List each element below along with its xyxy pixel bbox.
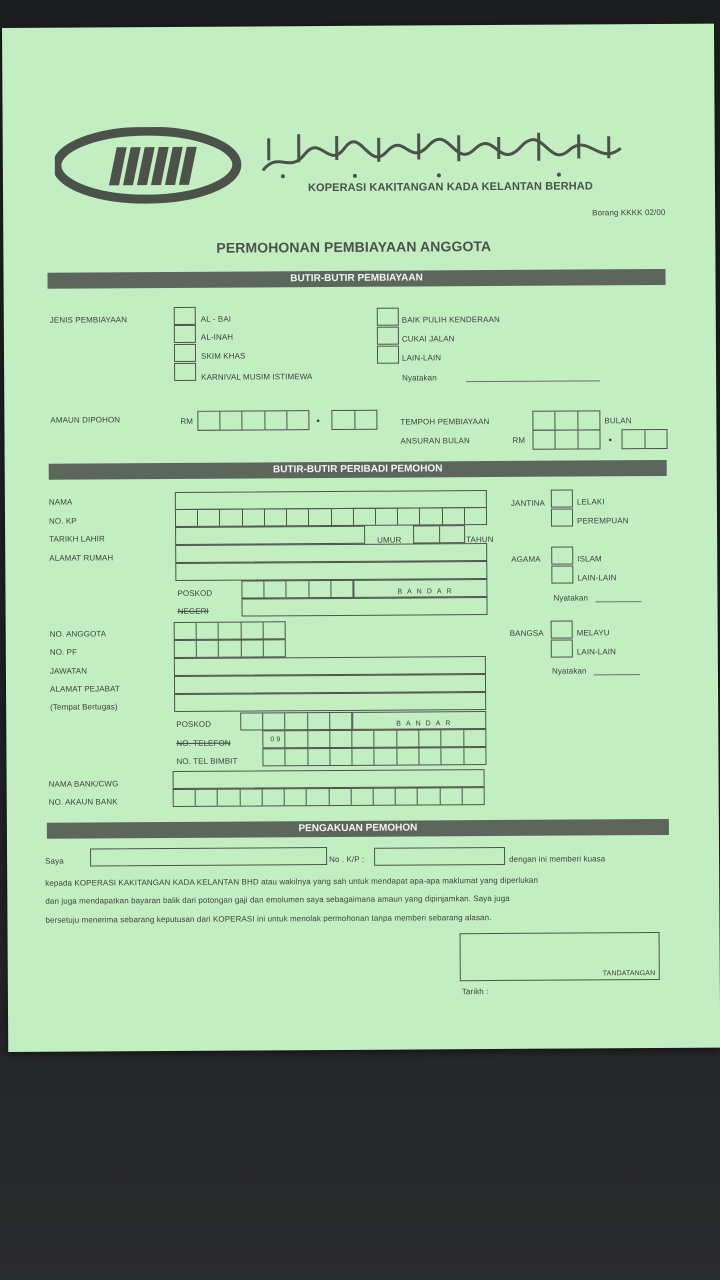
race-label: BANGSA [509,628,544,638]
town-label: BANDAR [397,588,457,596]
option-karnival: KARNIVAL MUSIM ISTIMEWA [201,372,313,382]
checkbox-karnival[interactable] [174,363,196,381]
amount-cents-input[interactable] [331,410,377,430]
checkbox-female[interactable] [551,509,573,527]
installment-cents-input[interactable] [621,429,667,449]
amount-dot: • [316,416,321,428]
section-personal-header: BUTIR-BUTIR PERIBADI PEMOHON [49,460,667,480]
religion-other-label: LAIN-LAIN [577,573,617,583]
state-label: NEGERI [177,606,209,616]
option-skim-khas: SKIM KHAS [200,351,246,361]
declaration-line-4: bersetuju menerima sebarang keputusan dari KOPERASI ini untuk menolak permohonan tanpa memberi sebarang alasan. [45,913,492,925]
section-financing-header: BUTIR-BUTIR PEMBIAYAAN [47,269,665,289]
office-phone-digits: 0 9 [270,736,281,744]
installment-label: ANSURAN BULAN [400,436,470,446]
jawi-calligraphy-icon [259,128,625,180]
mobile-input[interactable] [262,747,486,766]
mobile-label: NO. TEL BIMBIT [176,756,238,766]
checkbox-cukai-jalan[interactable] [377,327,399,345]
kada-logo-icon [55,127,245,206]
race-other-label: LAIN-LAIN [576,647,616,657]
application-form-paper [2,24,720,1052]
declaration-line-2: kepada KOPERASI KAKITANGAN KADA KELANTAN BHD atau wakilnya yang sah untuk mendapat apa-apa maklumat yang diperlukan [45,875,539,888]
male-label: LELAKI [576,497,605,507]
checkbox-al-inah[interactable] [174,325,196,343]
checkbox-religion-other[interactable] [551,566,573,584]
checkbox-lain-lain[interactable] [377,346,399,364]
checkbox-baik-pulih[interactable] [377,308,399,326]
installment-dot: • [608,435,613,447]
org-name: KOPERASI KAKITANGAN KADA KELANTAN BERHAD [307,180,593,195]
bank-input[interactable] [173,769,485,789]
ic-label: NO. KP [48,516,77,526]
specify-label: Nyatakan [402,373,437,383]
dob-label: TARIKH LAHIR [49,534,105,544]
position-input[interactable] [174,656,486,676]
form-code: Borang KKKK 02/00 [592,207,666,218]
address-line-1[interactable] [175,543,487,563]
checkbox-islam[interactable] [551,547,573,565]
period-months: BULAN [604,416,632,426]
office-address-line-2[interactable] [174,692,486,712]
amount-rm: RM [180,416,194,426]
account-input[interactable] [173,787,485,807]
race-specify-line[interactable] [594,674,640,675]
declaration-ic-input[interactable] [374,847,505,866]
installment-rm: RM [512,435,526,445]
account-label: NO. AKAUN BANK [48,797,118,807]
age-input[interactable] [413,525,465,543]
office-postcode-label: POSKOD [176,719,212,729]
option-al-bai: AL - BAI [200,314,232,324]
declaration-line-3: dan juga mendapatkan bayaran balik dari potongan gaji dan emolumen saya sebagaimana amaun yang dipinjamkan. Saya juga [45,893,510,906]
position-label: JAWATAN [49,666,88,676]
option-baik-pulih: BAIK PULIH KENDERAAN [401,314,500,325]
checkbox-malay[interactable] [551,621,573,639]
specify-line[interactable] [466,380,600,382]
installment-input[interactable] [532,429,600,449]
ic-input[interactable] [175,507,487,527]
office-address-line-1[interactable] [174,674,486,694]
amount-input[interactable] [197,410,309,431]
gender-label: JANTINA [510,498,545,508]
office-postcode-input[interactable] [240,712,352,731]
bank-label: NAMA BANK/CWG [48,779,119,789]
religion-specify-line[interactable] [596,601,642,602]
declaration-saya: Saya [45,856,64,866]
office-address-label: ALAMAT PEJABAT [50,684,120,694]
malay-label: MELAYU [576,628,610,638]
option-lain-lain: LAIN-LAIN [401,353,442,363]
date-label: Tarikh : [461,987,489,997]
checkbox-male[interactable] [551,490,573,508]
signature-label: TANDATANGAN [602,970,656,978]
section-declaration-header: PENGAKUAN PEMOHON [47,819,669,839]
declaration-ic-label: No . K/P : [329,854,365,865]
option-cukai-jalan: CUKAI JALAN [401,334,455,344]
checkbox-race-other[interactable] [551,640,573,658]
workplace-label: (Tempat Bertugas) [50,702,118,712]
option-al-inah: AL-INAH [200,332,234,342]
years-label: TAHUN [466,535,494,545]
pf-no-input[interactable] [174,639,286,658]
postcode-input[interactable] [241,580,353,599]
financing-type-label: JENIS PEMBIAYAAN [49,315,128,325]
checkbox-al-bai[interactable] [174,307,196,325]
name-label: NAMA [48,497,73,507]
dob-input[interactable] [175,526,365,545]
office-town-label: BANDAR [396,720,456,728]
religion-specify-label: Nyatakan [553,593,589,603]
office-phone-label: NO. TELEFON [176,738,231,748]
religion-label: AGAMA [511,554,541,564]
pf-no-label: NO. PF [49,647,78,657]
islam-label: ISLAM [577,554,602,564]
state-input[interactable] [241,597,487,617]
member-no-label: NO. ANGGOTA [49,629,107,639]
page-title: PERMOHONAN PEMBIAYAAN ANGGOTA [216,238,492,256]
period-label: TEMPOH PEMBIAYAAN [400,417,490,427]
office-phone-input[interactable] [262,729,486,748]
member-no-input[interactable] [174,621,286,640]
applicant-name-input[interactable] [90,847,327,866]
female-label: PEREMPUAN [576,516,629,526]
amount-label: AMAUN DIPOHON [50,415,121,425]
period-input[interactable] [532,410,600,430]
age-label: UMUR [377,535,402,545]
address-line-2[interactable] [175,561,487,581]
declaration-line-1: dengan ini memberi kuasa [509,854,606,864]
postcode-label: POSKOD [177,588,213,598]
race-specify-label: Nyatakan [551,666,587,676]
checkbox-skim-khas[interactable] [174,344,196,362]
address-label: ALAMAT RUMAH [49,553,114,563]
